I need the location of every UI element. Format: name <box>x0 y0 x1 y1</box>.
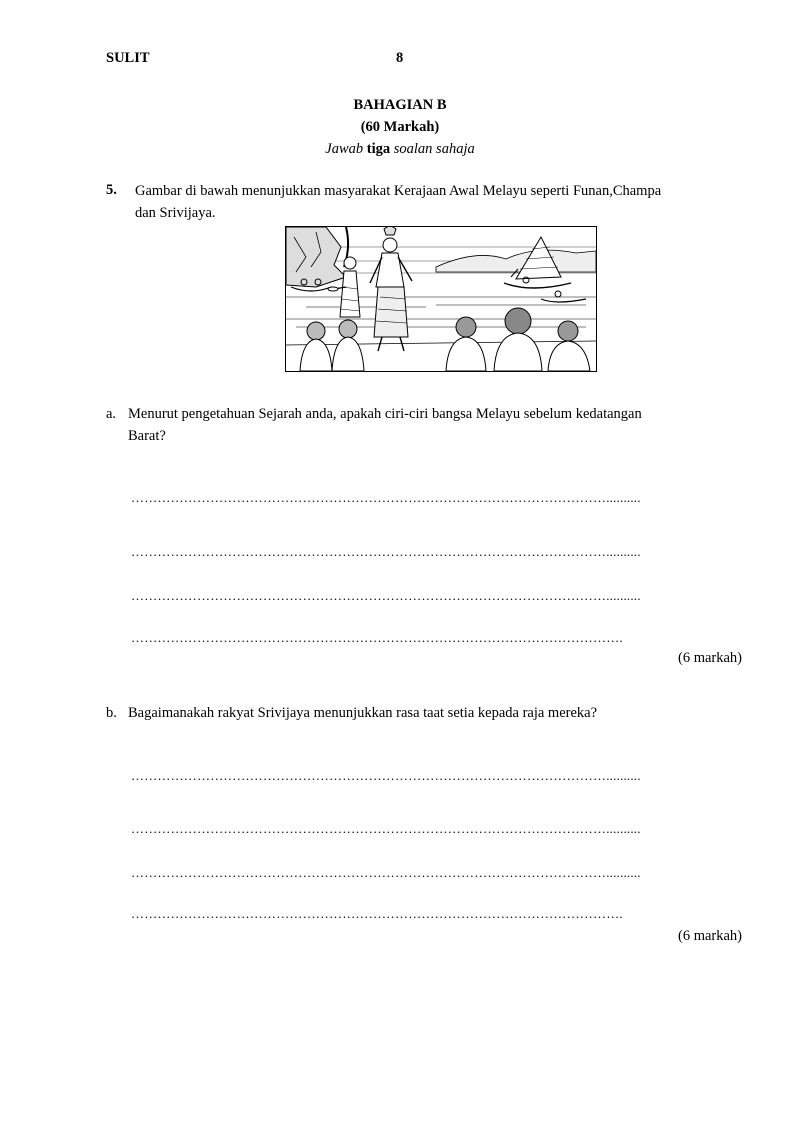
part-b-answer-line-3[interactable]: ……………………………………………………………………………………………….......... <box>131 865 641 880</box>
section-instruction <box>0 141 800 158</box>
instruction-post: soalan sahaja <box>393 141 475 157</box>
part-b-answer-line-4[interactable]: …………………………………………………………………………………………………. <box>131 906 623 921</box>
header-sulit: SULIT <box>106 50 150 66</box>
question-text-line2: dan Srivijaya. <box>135 205 216 221</box>
part-a-label: a. <box>106 406 117 422</box>
page-number: 8 <box>396 50 404 66</box>
part-b-text: Bagaimanakah rakyat Srivijaya menunjukkan rasa taat setia kepada raja mereka? <box>128 705 598 721</box>
part-a-answer-line-2[interactable]: ……………………………………………………………………………………………….......... <box>131 544 641 559</box>
part-b-marks: (6 markah) <box>677 928 742 944</box>
question-illustration <box>285 226 597 372</box>
part-a-answer-line-4[interactable]: …………………………………………………………………………………………………. <box>131 630 623 645</box>
part-a-text-line1: Menurut pengetahuan Sejarah anda, apakah ciri-ciri bangsa Melayu sebelum kedatangan <box>128 406 642 422</box>
part-b-label: b. <box>106 705 117 721</box>
section-title: BAHAGIAN B <box>353 97 447 113</box>
part-a-answer-line-1[interactable]: ……………………………………………………………………………………………….......... <box>131 490 641 505</box>
illustration-early-malay-kingdom-icon <box>286 227 596 371</box>
section-marks: (60 Markah) <box>360 119 440 135</box>
part-a-marks: (6 markah) <box>677 650 742 666</box>
part-b-answer-line-2[interactable]: ……………………………………………………………………………………………….......... <box>131 821 641 836</box>
part-a-text-line2: Barat? <box>128 428 166 444</box>
instruction-bold: tiga <box>366 141 391 157</box>
instruction-pre: Jawab <box>325 141 364 157</box>
question-number: 5. <box>106 182 117 198</box>
part-a-answer-line-3[interactable]: ……………………………………………………………………………………………….......... <box>131 588 641 603</box>
part-b-answer-line-1[interactable]: ……………………………………………………………………………………………….......... <box>131 768 641 783</box>
question-text-line1: Gambar di bawah menunjukkan masyarakat Kerajaan Awal Melayu seperti Funan,Champa <box>135 183 662 199</box>
